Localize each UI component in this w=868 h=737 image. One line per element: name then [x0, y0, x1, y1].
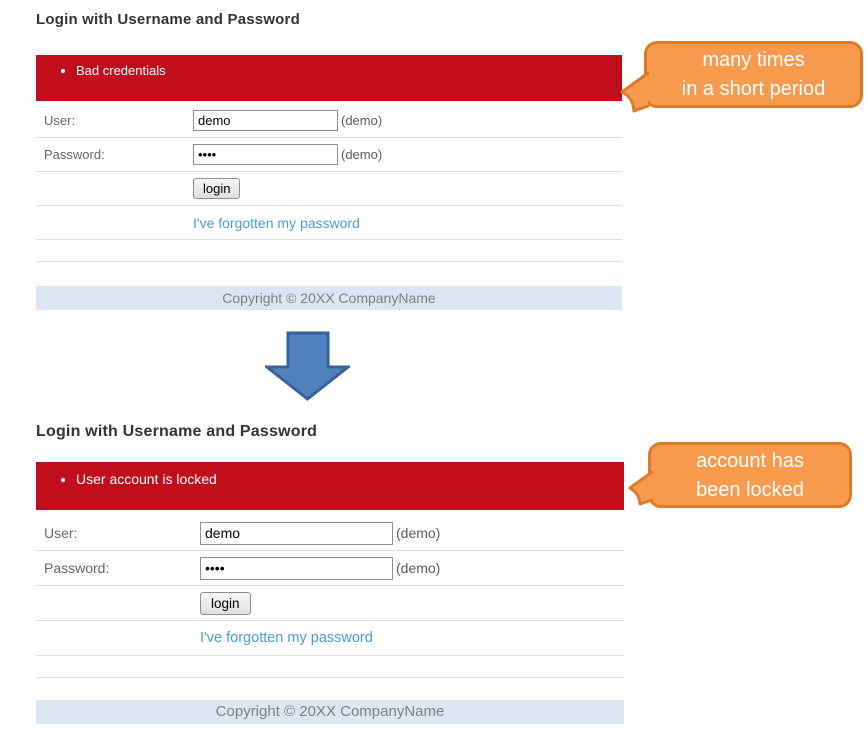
login-form-bad-credentials: [36, 9, 622, 310]
login-button[interactable]: login: [193, 178, 240, 199]
form-rows: [36, 104, 622, 262]
password-row: [36, 551, 624, 586]
password-label: Password:: [44, 147, 105, 162]
callout-many-times: [644, 41, 863, 108]
login-button-row: [36, 586, 624, 621]
callout-account-locked: [648, 442, 852, 508]
password-hint: (demo): [341, 147, 383, 162]
user-hint: (demo): [396, 525, 441, 541]
callout-line: in a short period: [681, 78, 826, 100]
page-title: Login with Username and Password: [36, 423, 318, 440]
user-input[interactable]: [200, 522, 393, 545]
error-message: • Bad credentials: [76, 62, 610, 79]
user-hint: (demo): [341, 113, 383, 128]
password-label: Password:: [44, 560, 110, 576]
password-row: [36, 138, 622, 172]
copyright-footer: Copyright © 20XX CompanyName: [36, 700, 624, 724]
copyright-footer: Copyright © 20XX CompanyName: [36, 286, 622, 310]
login-button-row: [36, 172, 622, 206]
callout-line: many times: [702, 49, 805, 71]
callout-tail-icon: [620, 70, 650, 116]
empty-row: [36, 656, 624, 678]
forgot-password-link[interactable]: I've forgotten my password: [193, 214, 360, 231]
error-banner: [36, 462, 624, 510]
password-input[interactable]: [200, 557, 393, 580]
forgot-password-row: [36, 621, 624, 656]
error-message: • User account is locked: [76, 471, 612, 488]
empty-row: [36, 240, 622, 262]
password-input[interactable]: [193, 144, 338, 165]
down-arrow: [265, 331, 350, 401]
user-row: [36, 104, 622, 138]
form-rows: [36, 516, 624, 678]
callout-tail-icon: [628, 469, 654, 509]
page-title: Login with Username and Password: [36, 11, 300, 28]
callout-line: been locked: [696, 479, 804, 501]
login-button[interactable]: login: [200, 592, 251, 615]
forgot-password-row: [36, 206, 622, 240]
user-input[interactable]: [193, 110, 338, 131]
user-label: User:: [44, 113, 76, 128]
callout-line: account has: [696, 450, 804, 472]
error-banner: [36, 55, 622, 101]
user-row: [36, 516, 624, 551]
user-label: User:: [44, 525, 78, 541]
password-hint: (demo): [396, 560, 441, 576]
forgot-password-link[interactable]: I've forgotten my password: [200, 630, 373, 646]
login-form-account-locked: [36, 420, 624, 724]
